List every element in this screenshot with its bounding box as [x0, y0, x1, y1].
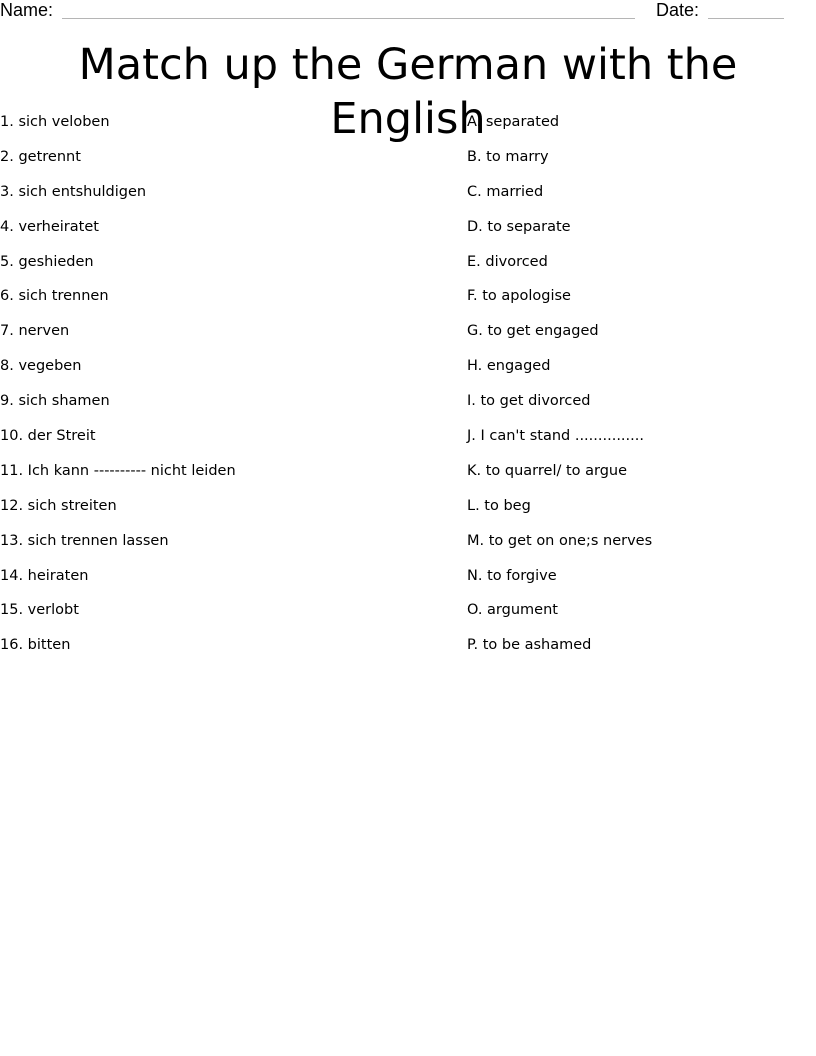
- english-item: J. I can't stand ...............: [467, 428, 644, 445]
- german-item: 1. sich veloben: [0, 114, 110, 130]
- german-item: 12. sich streiten: [0, 497, 117, 514]
- german-item: 10. der Streit: [0, 428, 96, 445]
- german-item: 16. bitten: [0, 637, 71, 654]
- english-item: D. to separate: [467, 218, 571, 235]
- worksheet-header: [0, 0, 816, 24]
- german-item: 3. sich entshuldigen: [0, 183, 147, 200]
- german-item: 11. Ich kann ---------- nicht leiden: [0, 462, 236, 479]
- date-blank-line: [708, 18, 784, 19]
- german-item: 6. sich trennen: [0, 288, 109, 305]
- english-word-list: [467, 112, 807, 670]
- name-label: Name:: [0, 0, 54, 20]
- english-item: N. to forgive: [467, 567, 557, 584]
- page-title: Match up the German with the English: [78, 40, 738, 144]
- english-item: O. argument: [467, 602, 558, 619]
- english-item: C. married: [467, 183, 544, 200]
- german-item: 5. geshieden: [0, 253, 94, 270]
- english-item: H. engaged: [467, 358, 551, 375]
- date-label: Date:: [656, 0, 700, 20]
- english-item: K. to quarrel/ to argue: [467, 462, 628, 479]
- name-blank-line: [62, 18, 635, 19]
- english-item: M. to get on one;s nerves: [467, 532, 653, 549]
- german-item: 8. vegeben: [0, 358, 82, 375]
- german-item: 7. nerven: [0, 323, 70, 340]
- german-item: 13. sich trennen lassen: [0, 532, 169, 549]
- english-item: I. to get divorced: [467, 393, 591, 410]
- english-item: F. to apologise: [467, 288, 571, 305]
- english-item: L. to beg: [467, 497, 531, 514]
- english-item: P. to be ashamed: [467, 637, 592, 654]
- german-item: 14. heiraten: [0, 567, 89, 584]
- german-item: 15. verlobt: [0, 602, 79, 619]
- english-item: E. divorced: [467, 253, 548, 270]
- english-item: G. to get engaged: [467, 323, 599, 340]
- english-item: A. separated: [467, 114, 560, 130]
- german-item: 4. verheiratet: [0, 218, 99, 235]
- german-word-list: [0, 112, 440, 670]
- german-item: 9. sich shamen: [0, 393, 110, 410]
- german-item: 2. getrennt: [0, 148, 81, 165]
- english-item: B. to marry: [467, 148, 549, 165]
